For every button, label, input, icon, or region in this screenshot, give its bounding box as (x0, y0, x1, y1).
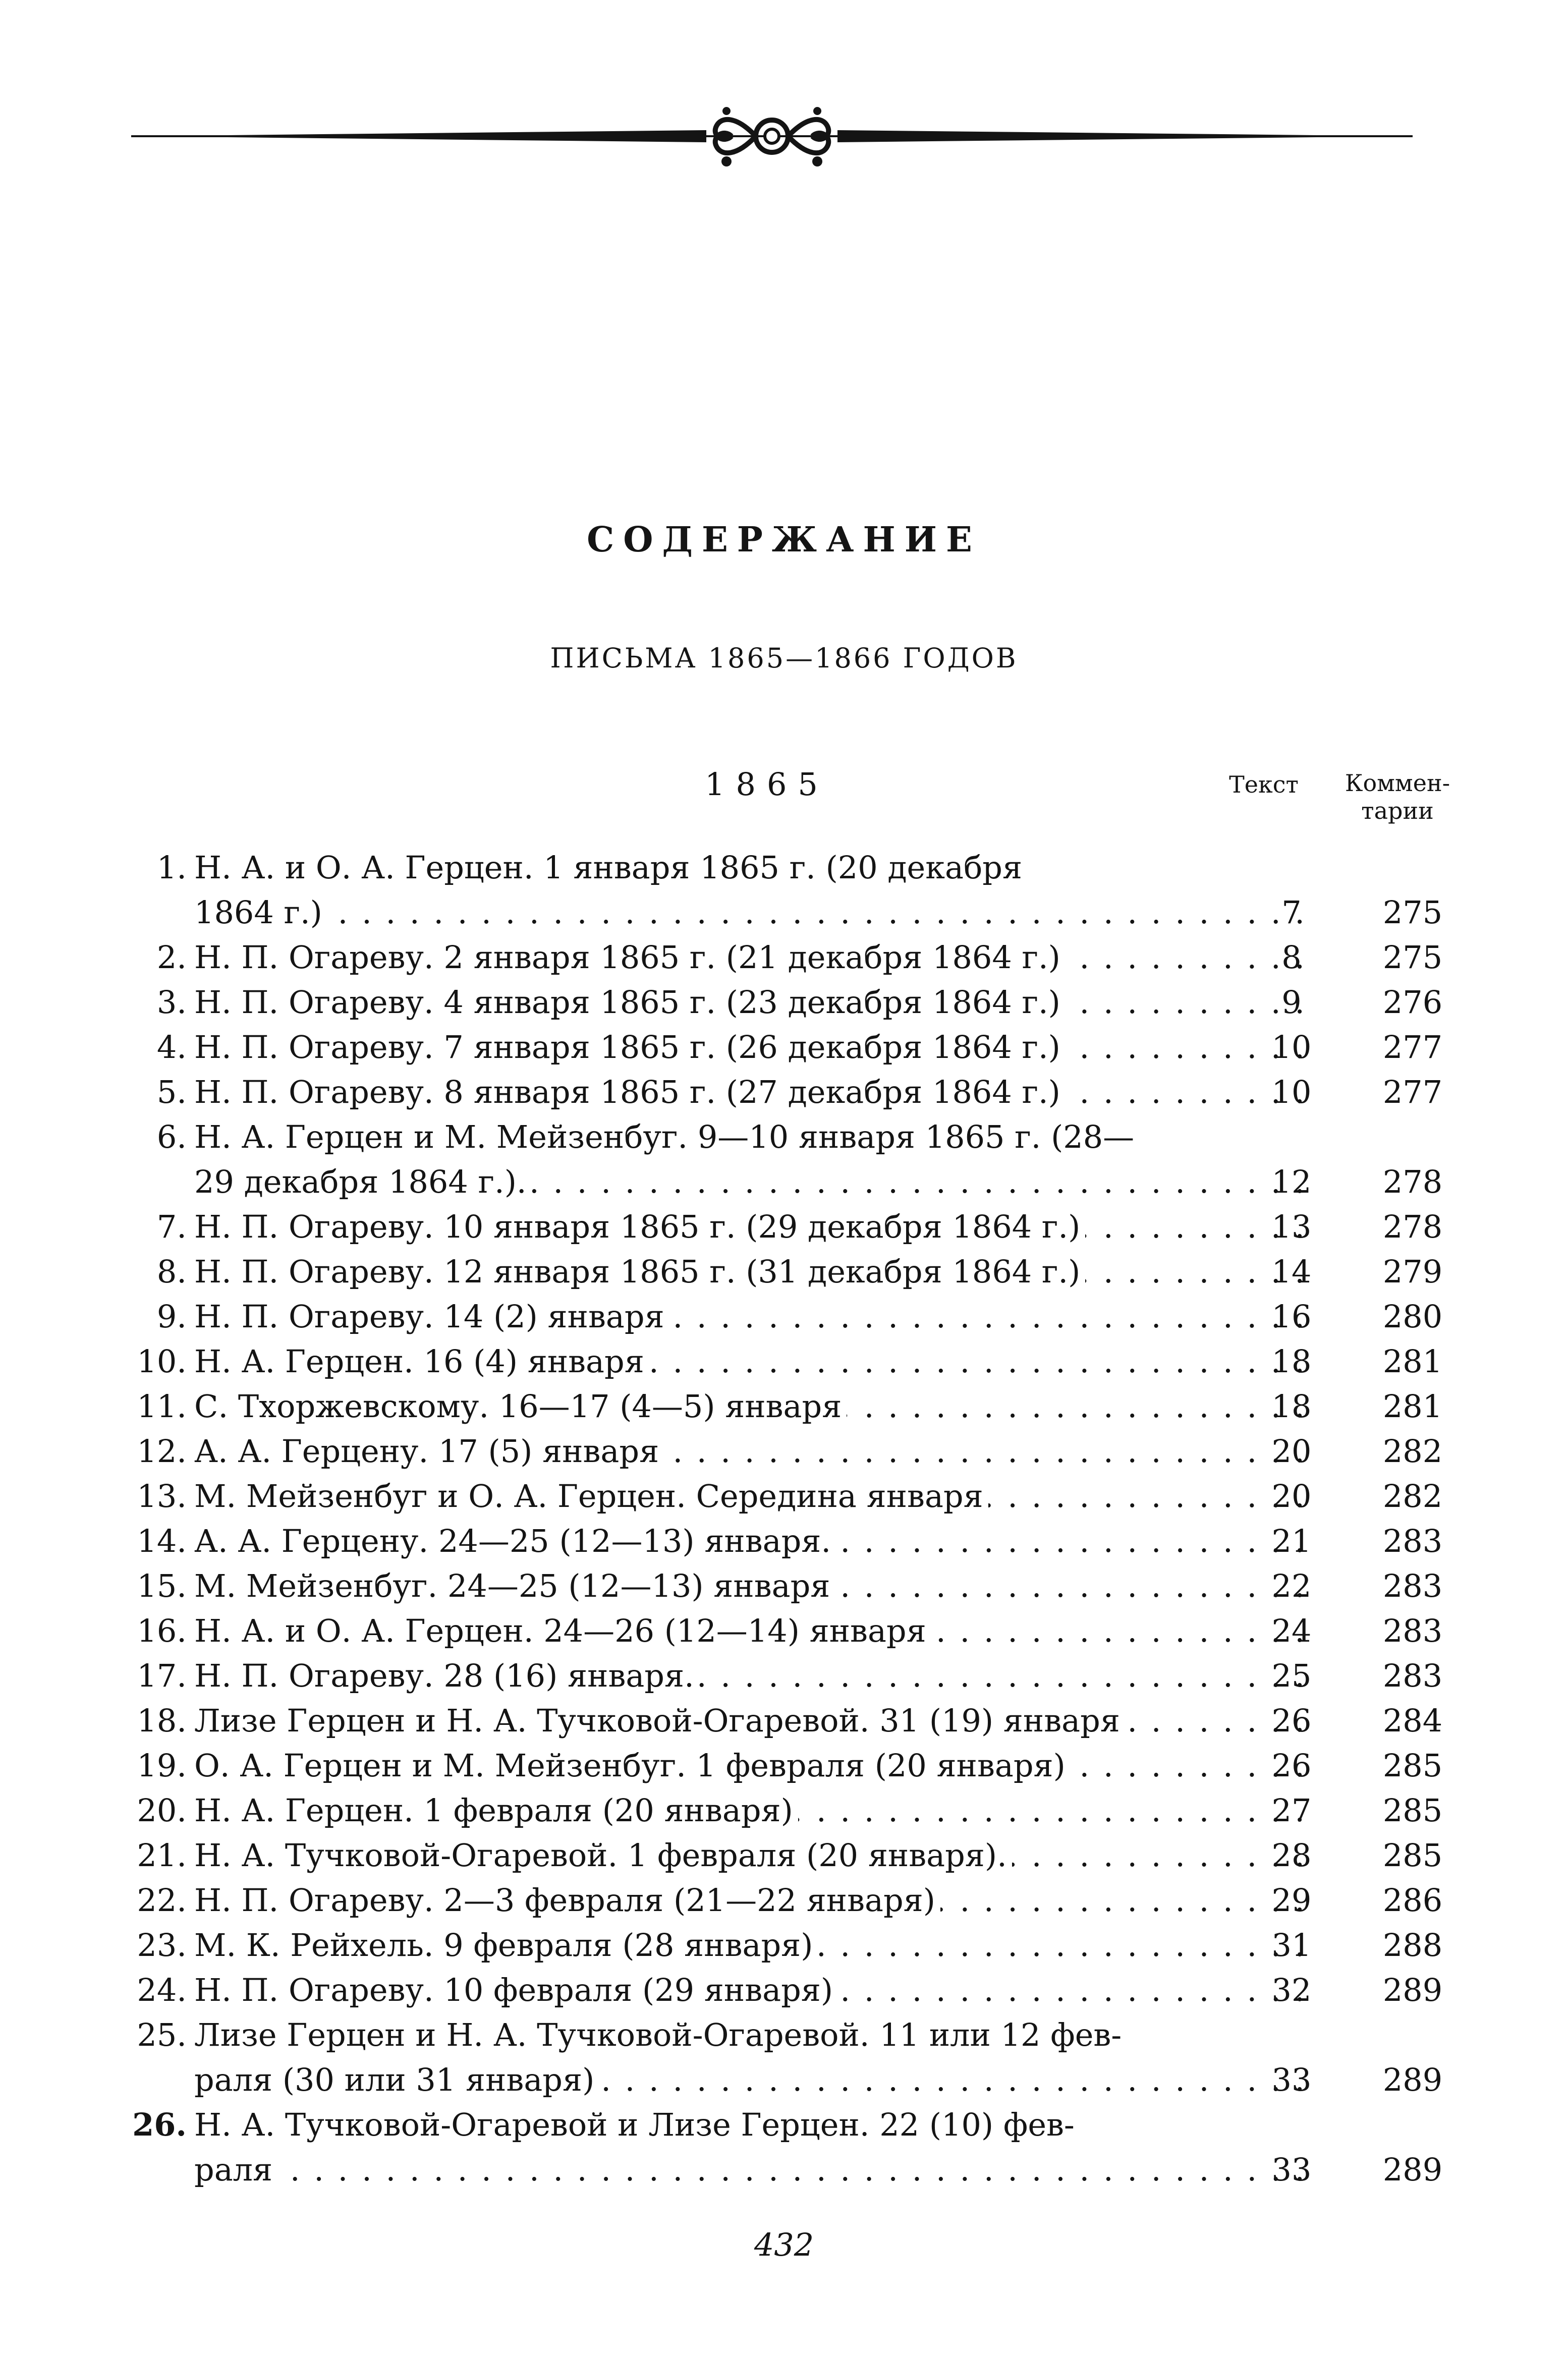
text-page-number: 28 (1271, 1837, 1312, 1874)
entry-number: 13. (137, 1478, 187, 1515)
commentary-page-number: 289 (1382, 2151, 1443, 2188)
entry-title[interactable] (194, 1294, 1307, 1339)
text-page-number: 22 (1271, 1567, 1312, 1604)
entry-title-text: Лизе Герцен и Н. А. Тучковой-Огаревой. 11 или 12 фев- (194, 2016, 1122, 2053)
entry-title-text: Н. П. Огареву. 12 января 1865 г. (31 декабря 1864 г.) (194, 1253, 1085, 1290)
text-page-number: 7 (1281, 894, 1302, 931)
entry-title-text: М. К. Рейхель. 9 февраля (28 января) (194, 1927, 818, 1964)
text-page-number: 10 (1271, 1029, 1312, 1066)
page-title: СОДЕРЖАНИЕ (587, 520, 981, 560)
commentary-page-number: 286 (1382, 1882, 1443, 1919)
entry-number: 16. (137, 1612, 187, 1649)
entry-title-text: Н. П. Огареву. 4 января 1865 г. (23 декабря 1864 г.) (194, 984, 1066, 1021)
entry-title-text: Н. А. и О. А. Герцен. 24—26 (12—14) января (194, 1612, 931, 1649)
entry-title[interactable] (194, 935, 1307, 980)
text-page-number: 8 (1281, 939, 1302, 976)
entry-number: 8. (156, 1253, 187, 1290)
entry-title[interactable] (194, 2102, 1304, 2147)
text-page-number: 26 (1271, 1747, 1312, 1784)
entry-title[interactable] (194, 845, 1304, 890)
commentary-page-number: 279 (1382, 1253, 1443, 1290)
entry-number: 22. (137, 1882, 187, 1919)
entry-title-text: М. Мейзенбуг. 24—25 (12—13) января (194, 1567, 835, 1604)
toc-line (106, 1025, 1478, 1070)
commentary-page-number: 285 (1382, 1837, 1443, 1874)
text-page-number: 14 (1271, 1253, 1312, 1290)
entry-title-text: Н. П. Огареву. 2—3 февраля (21—22 января) (194, 1882, 940, 1919)
text-page-number: 10 (1271, 1074, 1312, 1110)
entry-number: 5. (156, 1074, 187, 1110)
entry-title[interactable] (194, 1519, 1307, 1563)
toc-line (106, 1833, 1478, 1878)
commentary-page-number: 283 (1382, 1567, 1443, 1604)
commentary-page-number: 281 (1382, 1388, 1443, 1425)
entry-title[interactable] (194, 1743, 1307, 1788)
text-page-number: 12 (1271, 1163, 1312, 1200)
commentary-page-number: 284 (1382, 1702, 1443, 1739)
entry-title-text: Н. А. Герцен. 16 (4) января (194, 1343, 649, 1380)
column-header-text: Текст (1229, 771, 1299, 798)
commentary-page-number: 289 (1382, 1972, 1443, 2008)
entry-title[interactable] (194, 2057, 1307, 2102)
text-page-number: 16 (1271, 1298, 1312, 1335)
entry-title[interactable] (194, 1204, 1307, 1249)
entry-title[interactable] (194, 1698, 1307, 1743)
text-page-number: 32 (1271, 1972, 1312, 2008)
commentary-page-number: 283 (1382, 1657, 1443, 1694)
entry-title-text: Лизе Герцен и Н. А. Тучковой-Огаревой. 31 (19) января (194, 1702, 1125, 1739)
entry-number: 4. (156, 1029, 187, 1066)
text-page-number: 26 (1271, 1702, 1312, 1739)
toc-line (106, 845, 1478, 890)
entry-number: 14. (137, 1523, 187, 1559)
toc-line (106, 2012, 1478, 2057)
entry-title-text: Н. А. Тучковой-Огаревой. 1 февраля (20 января). (194, 1837, 1012, 1874)
entry-title[interactable] (194, 1474, 1307, 1519)
entry-title[interactable] (194, 1025, 1307, 1070)
toc-line (106, 1788, 1478, 1833)
toc-line (106, 1384, 1478, 1429)
commentary-page-number: 281 (1382, 1343, 1443, 1380)
entry-number: 11. (137, 1388, 187, 1425)
commentary-page-number: 276 (1382, 984, 1443, 1021)
entry-title[interactable] (194, 1070, 1307, 1114)
entry-title-text: Н. А. Герцен. 1 февраля (20 января) (194, 1792, 798, 1829)
text-page-number: 20 (1271, 1433, 1312, 1470)
toc-line (106, 1204, 1478, 1249)
commentary-page-number: 275 (1382, 894, 1443, 931)
toc-line (106, 1698, 1478, 1743)
column-header-commentary-line2: тарии (1361, 797, 1434, 824)
entry-title[interactable] (194, 1114, 1304, 1159)
entry-number: 9. (156, 1298, 187, 1335)
entry-number: 12. (137, 1433, 187, 1470)
entry-title-text: А. А. Герцену. 24—25 (12—13) января. (194, 1523, 836, 1559)
text-page-number: 31 (1271, 1927, 1312, 1964)
entry-title[interactable] (194, 1608, 1307, 1653)
commentary-page-number: 282 (1382, 1433, 1443, 1470)
entry-title-text: Н. П. Огареву. 2 января 1865 г. (21 декабря 1864 г.) (194, 939, 1066, 976)
entry-title-text: Н. П. Огареву. 7 января 1865 г. (26 декабря 1864 г.) (194, 1029, 1066, 1066)
column-header-commentary (1322, 769, 1473, 825)
text-page-number: 33 (1271, 2061, 1312, 2098)
commentary-page-number: 278 (1382, 1163, 1443, 1200)
entry-number: 26. (132, 2106, 187, 2143)
text-page-number: 21 (1271, 1523, 1312, 1559)
entry-number: 10. (137, 1343, 187, 1380)
entry-title-text: Н. П. Огареву. 10 февраля (29 января) (194, 1972, 838, 2008)
toc-line (106, 1743, 1478, 1788)
entry-title[interactable] (194, 1653, 1307, 1698)
entry-number: 15. (137, 1567, 187, 1604)
commentary-page-number: 282 (1382, 1478, 1443, 1515)
entry-number: 20. (137, 1792, 187, 1829)
entry-title[interactable] (194, 1788, 1307, 1833)
text-page-number: 13 (1271, 1208, 1312, 1245)
entry-title-text: М. Мейзенбуг и О. А. Герцен. Середина января (194, 1478, 988, 1515)
text-page-number: 18 (1271, 1388, 1312, 1425)
text-page-number: 25 (1271, 1657, 1312, 1694)
entry-number: 3. (156, 984, 187, 1021)
entry-title-text: 29 декабря 1864 г.). (194, 1163, 532, 1200)
table-of-contents (106, 845, 1478, 2192)
entry-title[interactable] (194, 980, 1307, 1025)
commentary-page-number: 285 (1382, 1747, 1443, 1784)
entry-title[interactable] (194, 2012, 1304, 2057)
entry-title[interactable] (194, 890, 1307, 935)
entry-title-text: Н. А. Тучковой-Огаревой и Лизе Герцен. 22 (10) фев- (194, 2106, 1075, 2143)
commentary-page-number: 277 (1382, 1074, 1443, 1110)
commentary-page-number: 288 (1382, 1927, 1443, 1964)
entry-title[interactable] (194, 1159, 1307, 1204)
toc-line (106, 1878, 1478, 1923)
entry-title-text: А. А. Герцену. 17 (5) января (194, 1433, 664, 1470)
toc-line (106, 1070, 1478, 1114)
text-page-number: 9 (1281, 984, 1302, 1021)
entry-title-text: Н. П. Огареву. 8 января 1865 г. (27 декабря 1864 г.) (194, 1074, 1066, 1110)
commentary-page-number: 278 (1382, 1208, 1443, 1245)
entry-title-text: Н. А. и О. А. Герцен. 1 января 1865 г. (20 декабря (194, 849, 1023, 886)
text-page-number: 29 (1271, 1882, 1312, 1919)
entry-title[interactable] (194, 1249, 1307, 1294)
commentary-page-number: 283 (1382, 1523, 1443, 1559)
entry-number: 6. (156, 1118, 187, 1155)
toc-line (106, 2057, 1478, 2102)
entry-number: 24. (137, 1972, 187, 2008)
entry-number: 19. (137, 1747, 187, 1784)
toc-line (106, 2102, 1478, 2147)
text-page-number: 27 (1271, 1792, 1312, 1829)
entry-title[interactable] (194, 1833, 1307, 1878)
entry-number: 1. (156, 849, 187, 886)
entry-title-text: раля (30 или 31 января) (194, 2061, 599, 2098)
entry-title-text: О. А. Герцен и М. Мейзенбуг. 1 февраля (20 января) (194, 1747, 1071, 1784)
entry-title-text: Н. П. Огареву. 28 (16) января. (194, 1657, 699, 1694)
toc-line (106, 1429, 1478, 1474)
entry-number: 21. (137, 1837, 187, 1874)
entry-title[interactable] (194, 1563, 1307, 1608)
entry-number: 2. (156, 939, 187, 976)
entry-title[interactable] (194, 1384, 1307, 1429)
header-ornament (126, 96, 1418, 177)
entry-title[interactable] (194, 1923, 1307, 1968)
commentary-page-number: 283 (1382, 1612, 1443, 1649)
entry-title[interactable] (194, 1878, 1307, 1923)
commentary-page-number: 285 (1382, 1792, 1443, 1829)
entry-title-text: С. Тхоржевскому. 16—17 (4—5) января (194, 1388, 847, 1425)
commentary-page-number: 275 (1382, 939, 1443, 976)
toc-line (106, 1968, 1478, 2012)
commentary-page-number: 280 (1382, 1298, 1443, 1335)
text-page-number: 20 (1271, 1478, 1312, 1515)
entry-number: 25. (137, 2016, 187, 2053)
toc-line (106, 1249, 1478, 1294)
toc-line (106, 1339, 1478, 1384)
toc-line (106, 1563, 1478, 1608)
column-header-commentary-line1: Коммен- (1345, 769, 1450, 797)
toc-line (106, 1519, 1478, 1563)
entry-number: 7. (156, 1208, 187, 1245)
entry-title-text: Н. А. Герцен и М. Мейзенбуг. 9—10 января 1865 г. (28— (194, 1118, 1135, 1155)
text-page-number: 33 (1271, 2151, 1312, 2188)
commentary-page-number: 289 (1382, 2061, 1443, 2098)
entry-title[interactable] (194, 1968, 1307, 2012)
toc-line (106, 1923, 1478, 1968)
toc-line (106, 1294, 1478, 1339)
commentary-page-number: 277 (1382, 1029, 1443, 1066)
entry-number: 18. (137, 1702, 187, 1739)
entry-number: 17. (137, 1657, 187, 1694)
entry-title-text: раля (194, 2151, 277, 2188)
year-heading: 1865 (705, 766, 829, 803)
entry-title-text: Н. П. Огареву. 14 (2) января (194, 1298, 669, 1335)
entry-title-text: Н. П. Огареву. 10 января 1865 г. (29 декабря 1864 г.) (194, 1208, 1085, 1245)
entry-title-text: 1864 г.) (194, 894, 327, 931)
text-page-number: 18 (1271, 1343, 1312, 1380)
toc-line (106, 1653, 1478, 1698)
toc-line (106, 1474, 1478, 1519)
toc-line (106, 980, 1478, 1025)
toc-line (106, 1114, 1478, 1159)
toc-line (106, 1159, 1478, 1204)
toc-line (106, 1608, 1478, 1653)
section-subtitle: ПИСЬМА 1865—1866 ГОДОВ (550, 642, 1018, 674)
page-number: 432 (754, 2226, 814, 2263)
toc-line (106, 935, 1478, 980)
toc-line (106, 2147, 1478, 2192)
entry-title[interactable] (194, 1339, 1307, 1384)
entry-number: 23. (137, 1927, 187, 1964)
entry-title[interactable] (194, 1429, 1307, 1474)
toc-line (106, 890, 1478, 935)
text-page-number: 24 (1271, 1612, 1312, 1649)
entry-title[interactable] (194, 2147, 1307, 2192)
